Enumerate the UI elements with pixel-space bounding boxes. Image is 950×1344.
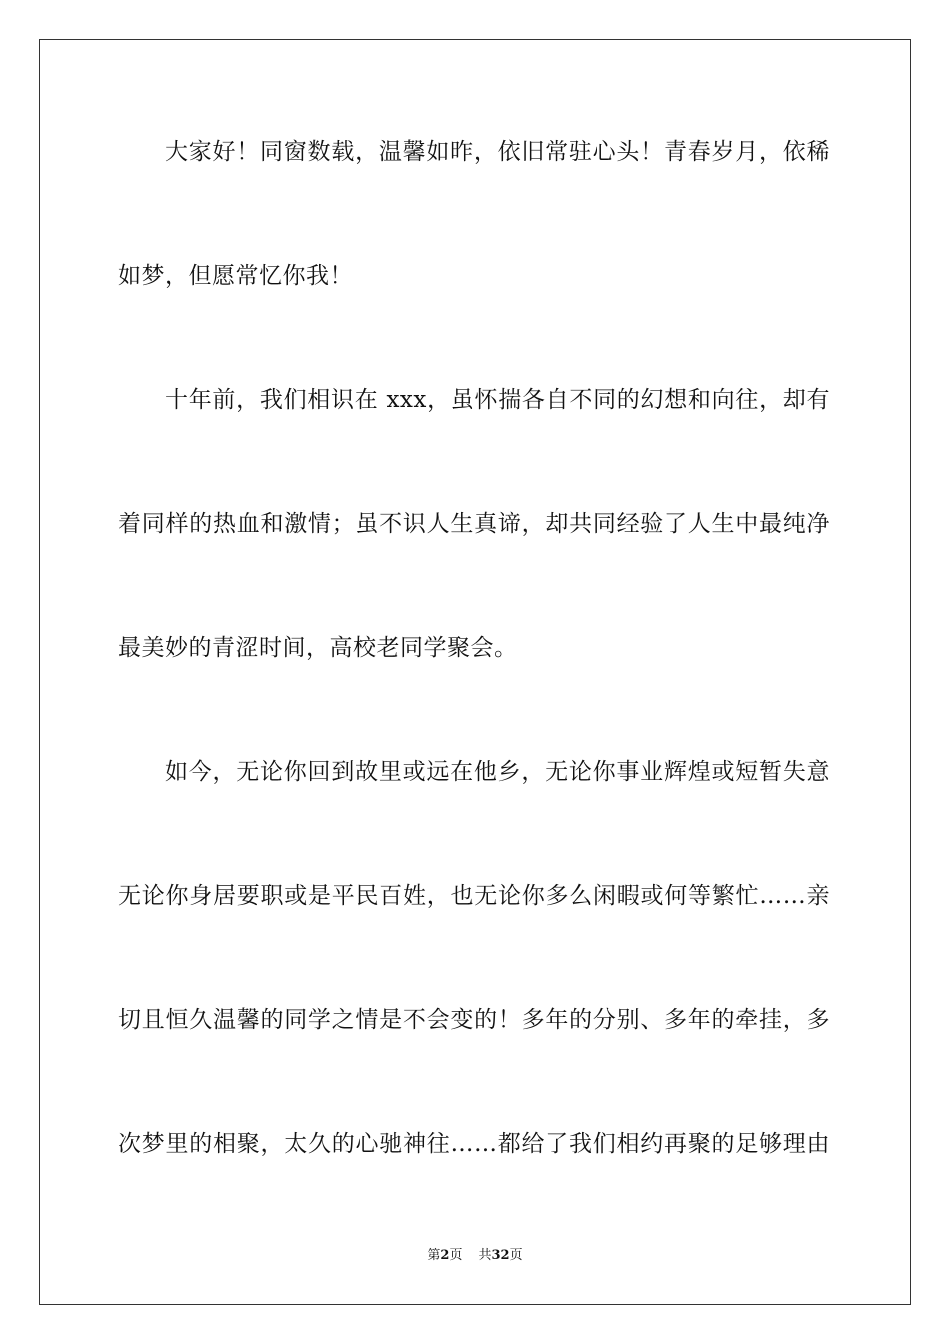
paragraph-1-line-1: 大家好！同窗数载，温馨如昨，依旧常驻心头！青春岁月，依稀: [165, 139, 830, 165]
footer-total-pages: 32: [491, 1248, 510, 1263]
footer-page-prefix: 第: [427, 1248, 441, 1263]
paragraph-3-line-1: 如今，无论你回到故里或远在他乡，无论你事业辉煌或短暂失意: [165, 759, 830, 785]
paragraph-2-line-3: 最美妙的青涩时间，高校老同学聚会。: [118, 635, 518, 661]
page-footer: [0, 1247, 950, 1265]
page-border: [39, 39, 911, 1305]
paragraph-1-line-2: 如梦，但愿常忆你我！: [118, 263, 353, 289]
paragraph-3-line-3: 切且恒久温馨的同学之情是不会变的！多年的分别、多年的牵挂，多: [118, 1007, 830, 1033]
footer-page-number: 2: [440, 1248, 450, 1263]
paragraph-2-line-2: 着同样的热血和激情；虽不识人生真谛，却共同经验了人生中最纯净: [118, 511, 830, 537]
paragraph-3-line-2: 无论你身居要职或是平民百姓，也无论你多么闲暇或何等繁忙……亲: [118, 883, 830, 909]
footer-page-suffix: 页: [449, 1248, 463, 1263]
paragraph-3-line-4: 次梦里的相聚，太久的心驰神往……都给了我们相约再聚的足够理由: [118, 1131, 830, 1157]
footer-total-suffix: 页: [509, 1248, 523, 1263]
paragraph-2-line-1: 十年前，我们相识在 xxx，虽怀揣各自不同的幻想和向往，却有: [165, 387, 830, 413]
footer-total-prefix: 共: [478, 1248, 492, 1263]
